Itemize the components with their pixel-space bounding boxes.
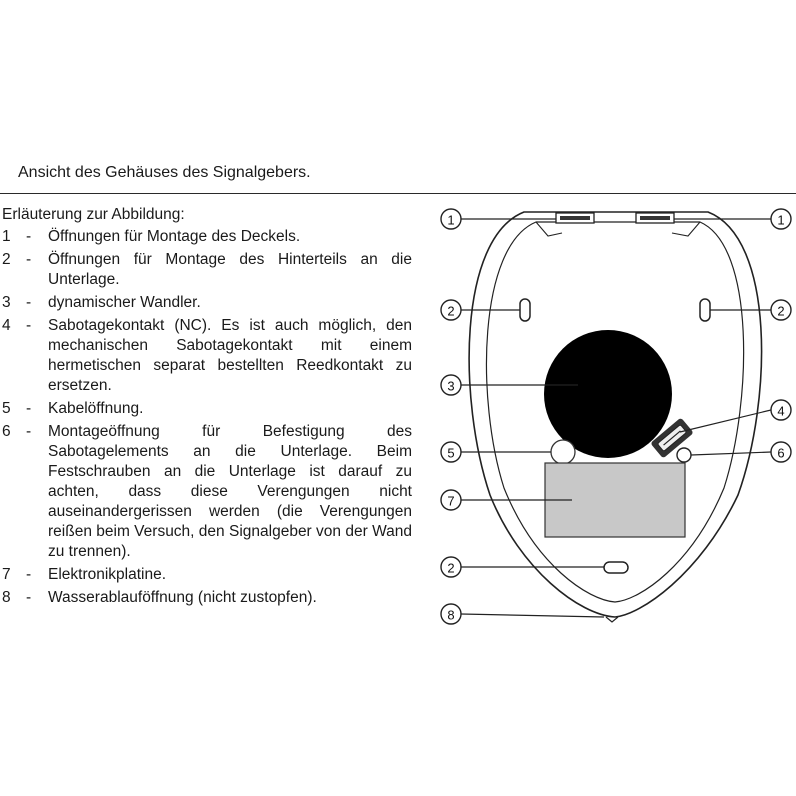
legend-item-2 <box>2 250 412 290</box>
legend-item-6 <box>2 422 412 562</box>
legend-dash: - <box>26 400 32 417</box>
legend-text: dynamischer Wandler. <box>48 294 201 311</box>
legend-text: Sabotagekontakt (NC). Es ist auch möglich, den mechanischen Sabotagekontakt mit einem hermetischen separat bestellten Reedkontakt zu ersetzen. <box>48 317 412 394</box>
legend-dash: - <box>26 317 32 334</box>
mount-hole-bottom <box>604 562 628 573</box>
legend-dash: - <box>26 423 32 440</box>
callout-label-2-left: 2 <box>447 303 455 319</box>
legend-heading: Erläuterung zur Abbildung: <box>2 206 185 223</box>
legend-number: 1 <box>2 228 11 245</box>
cable-opening <box>551 440 575 464</box>
callout-label-4: 4 <box>777 403 785 419</box>
legend-item-4 <box>2 316 412 396</box>
legend-dash: - <box>26 294 32 311</box>
legend-dash: - <box>26 566 32 583</box>
legend-number: 5 <box>2 400 11 417</box>
callout-label-2-right: 2 <box>777 303 785 319</box>
legend-text: Öffnungen für Montage des Deckels. <box>48 228 301 245</box>
callout-label-6: 6 <box>777 445 785 461</box>
callout-label-7: 7 <box>447 493 455 509</box>
divider <box>0 193 796 194</box>
page-title: Ansicht des Gehäuses des Signalgebers. <box>18 164 311 181</box>
housing-diagram <box>430 198 796 638</box>
mount-hole-right <box>700 299 710 321</box>
legend-number: 8 <box>2 589 11 606</box>
legend-text: Öffnungen für Montage des Hinterteils an die Unterlage. <box>48 251 412 288</box>
top-right-corner-line <box>672 222 700 236</box>
legend-item-1 <box>2 227 412 247</box>
legend-item-3 <box>2 293 412 313</box>
legend-number: 2 <box>2 251 11 268</box>
legend-text: Wasserablauföffnung (nicht zustopfen). <box>48 589 317 606</box>
callout-label-5: 5 <box>447 445 455 461</box>
callout-label-1-right: 1 <box>777 212 785 228</box>
legend-number: 6 <box>2 423 11 440</box>
legend-text: Kabelöffnung. <box>48 400 144 417</box>
legend-item-8 <box>2 588 412 608</box>
legend-number: 7 <box>2 566 11 583</box>
legend-item-7 <box>2 565 412 585</box>
legend-dash: - <box>26 251 32 268</box>
mount-hole-left <box>520 299 530 321</box>
water-drain <box>606 617 618 622</box>
legend <box>2 205 412 611</box>
legend-number: 3 <box>2 294 11 311</box>
callout-label-1-left: 1 <box>447 212 455 228</box>
tamper-mount-opening <box>677 448 691 462</box>
callout-label-2-bottom: 2 <box>447 560 455 576</box>
legend-dash: - <box>26 228 32 245</box>
legend-text: Elektronikplatine. <box>48 566 167 583</box>
callout-label-3: 3 <box>447 378 455 394</box>
transducer <box>544 330 672 458</box>
callout-label-8: 8 <box>447 607 455 623</box>
legend-text: Montageöffnung für Befestigung des Sabotagelements an die Unterlage. Beim Festschrauben an die Unterlage ist darauf zu achten, dass diese Verengungen nicht auseinandergerissen werden (die Verengungen reißen beim Versuch, den Signalgeber von der Wand zu trennen). <box>48 423 412 560</box>
legend-number: 4 <box>2 317 11 334</box>
legend-item-5 <box>2 399 412 419</box>
top-left-corner-line <box>536 222 562 236</box>
legend-dash: - <box>26 589 32 606</box>
